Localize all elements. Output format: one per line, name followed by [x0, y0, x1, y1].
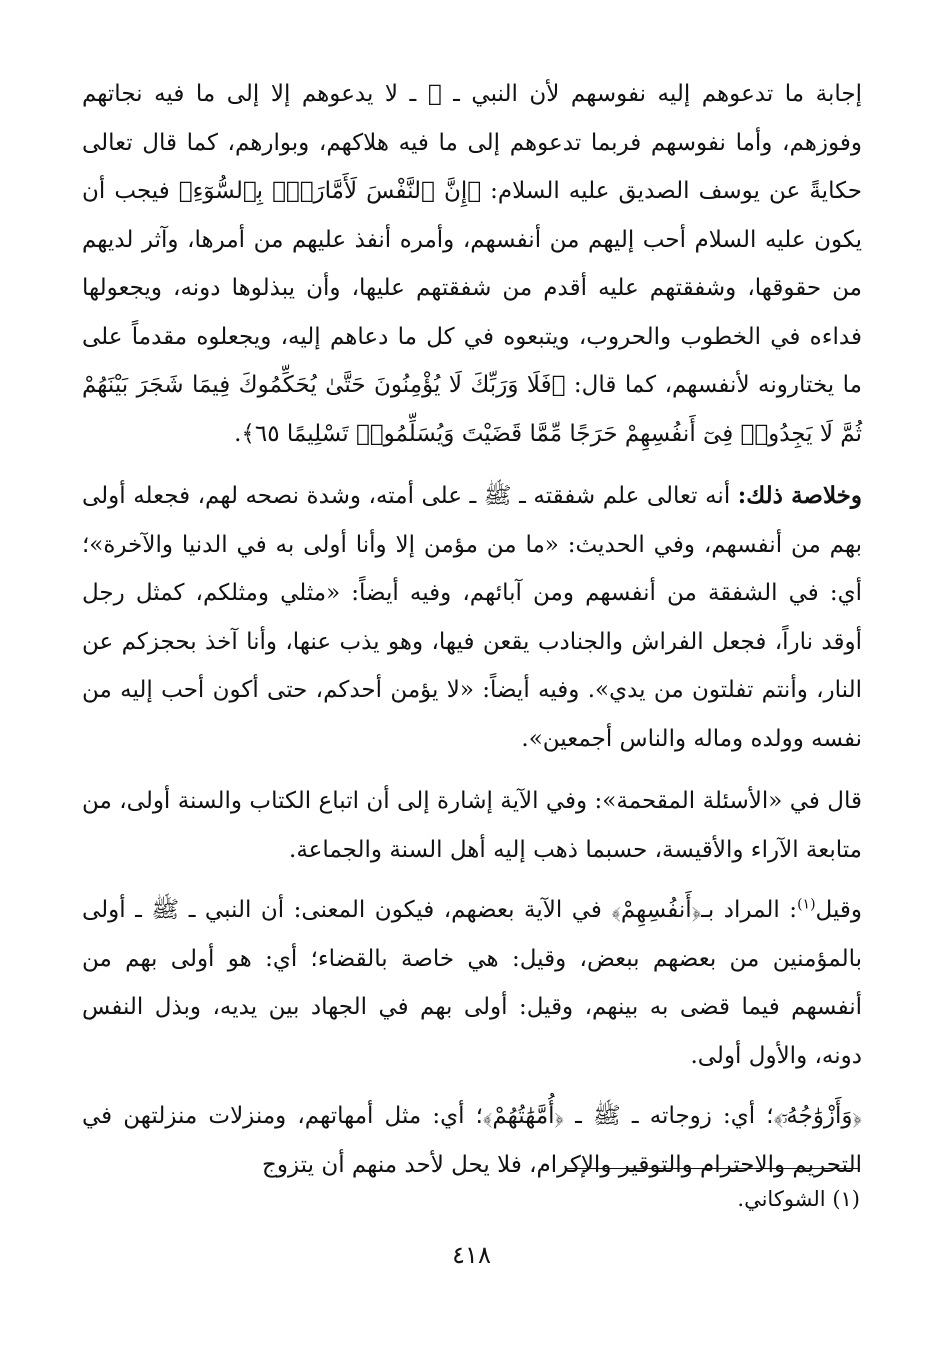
main-text — [82, 70, 862, 1203]
footnote-divider — [565, 1168, 860, 1169]
paragraph-4-start: وقيل — [815, 897, 862, 923]
paragraph-4-text: : المراد بـ﴿أَنفُسِهِمْ﴾ في الآية بعضهم، فيكون المعنى: أن النبي ـ ﷺ ـ أولى بالمؤمنين من بعضهم ببعض، وقيل: هي خاصة بالقضاء؛ أي: هو أولى بهم من أنفسهم فيما قضى به بينهم، وقيل: أولى بهم في الجهاد بين يديه، وبذل النفس دونه، والأول أولى. — [82, 897, 862, 1069]
page-number: ٤١٨ — [452, 1241, 491, 1269]
paragraph-3-text: قال في «الأسئلة المقحمة»: وفي الآية إشارة إلى أن اتباع الكتاب والسنة أولى، من متابعة الآراء والأقيسة، حسبما ذهب إليه أهل السنة والجماعة. — [82, 788, 862, 863]
paragraph-1-text: إجابة ما تدعوهم إليه نفوسهم لأن النبي ـ ﷺ ـ لا يدعوهم إلا إلى ما فيه نجاتهم وفوزهم، وأما نفوسهم فربما تدعوهم إلى ما فيه هلاكهم، وبوارهم، كما قال تعالى حكايةً عن يوسف الصديق عليه السلام: ﴿إِنَّ ٱلنَّفْسَ لَأَمَّارَةٌۢ بِٱلسُّوٓءِ﴾ فيجب أن يكون عليه السلام أحب إليهم من أنفسهم، وأمره أنفذ عليهم من أمرها، وآثر لديهم من حقوقها، وشفقتهم عليه أقدم من شفقتهم عليها، وأن يبذلوها دونه، ويجعولها فداءه في الخطوب والحروب، ويتبعوه في كل ما دعاهم إليه، ويجعلوه مقدماً على ما يختارونه لأنفسهم، كما قال: ﴿فَلَا وَرَبِّكَ لَا يُؤْمِنُونَ حَتَّىٰ يُحَكِّمُوكَ فِيمَا شَجَرَ بَيْنَهُمْ ثُمَّ لَا يَجِدُوا۟ فِىٓ أَنفُسِهِمْ حَرَجًا مِّمَّا قَضَيْتَ وَيُسَلِّمُوا۟ تَسْلِيمًا ٦٥﴾. — [82, 81, 862, 447]
footnote: (١) الشوكاني. — [737, 1187, 860, 1211]
paragraph-5-text: ﴿وَأَزْوَٰجُهُۥٓ﴾؛ أي: زوجاته ـ ﷺ ـ ﴿أُمَّهَٰتُهُمْ﴾؛ أي: مثل أمهاتهم، ومنزلات منزلتهن في التحريم والاحترام والتوقير والإكرام، فلا يحل لأحد منهم أن يتزوج — [82, 1103, 862, 1178]
paragraph-1 — [82, 70, 862, 458]
paragraph-5 — [82, 1092, 862, 1189]
paragraph-3 — [82, 777, 862, 874]
footnote-marker[interactable]: (١) — [797, 896, 816, 913]
paragraph-2-lead: وخلاصة ذلك: — [737, 482, 862, 509]
paragraph-4 — [82, 886, 862, 1080]
paragraph-2-text: أنه تعالى علم شفقته ـ ﷺ ـ على أمته، وشدة نصحه لهم، فجعله أولى بهم من أنفسهم، وفي الحديث: «ما من مؤمن إلا وأنا أولى به في الدنيا والآخرة»؛ أي: في الشفقة من أنفسهم ومن آبائهم، وفيه أيضاً: «مثلي ومثلكم، كمثل رجل أوقد ناراً، فجعل الفراش والجنادب يقعن فيها، وهو يذب عنها، وأنا آخذ بحجزكم عن النار، وأنتم تفلتون من يدي». وفيه أيضاً: «لا يؤمن أحدكم، حتى أكون أحب إليه من نفسه وولده وماله والناس أجمعين». — [82, 483, 862, 752]
paragraph-2 — [82, 472, 862, 763]
